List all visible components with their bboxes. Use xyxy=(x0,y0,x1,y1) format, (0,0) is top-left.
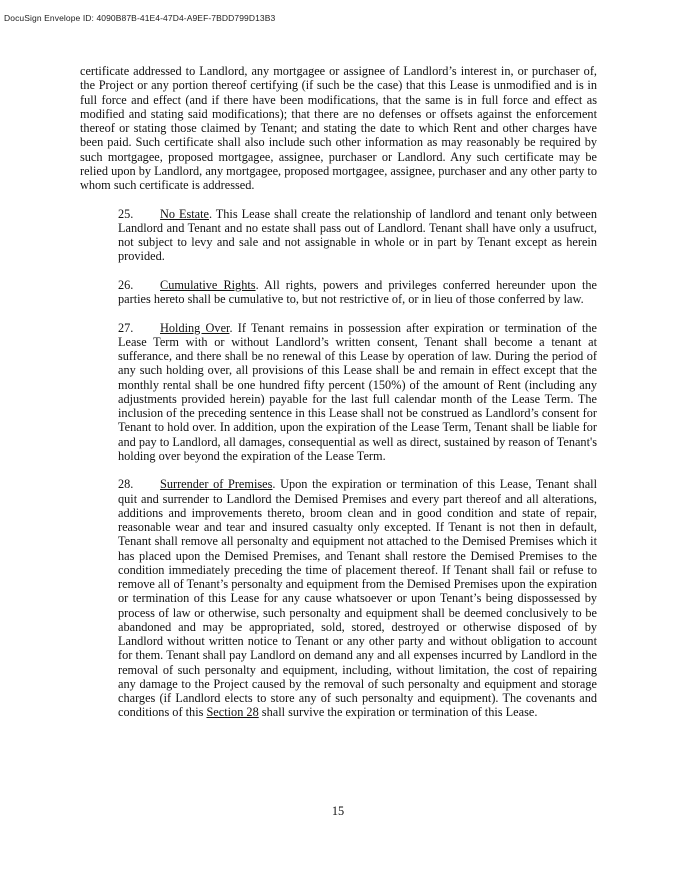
section-number: 28. xyxy=(118,477,134,492)
section-reference: Section 28 xyxy=(206,705,259,720)
section-25 xyxy=(80,207,597,264)
section-number: 27. xyxy=(118,320,134,335)
section-text: . This Lease shall create the relationship of landlord and tenant only between Landlord and Tenant and no estate shall pass out of Landlord. Tenant shall have only a usufruct, not subject to levy and sale and not assignable in whole or in part by Tenant except as herein provided. xyxy=(118,206,597,264)
section-heading: No Estate xyxy=(160,206,209,221)
section-26 xyxy=(80,278,597,307)
docusign-envelope-id: DocuSign Envelope ID: 4090B87B-41E4-47D4-A9EF-7BDD799D13B3 xyxy=(4,13,276,23)
section-27 xyxy=(80,321,597,464)
section-text-tail: shall survive the expiration or termination of this Lease. xyxy=(258,705,538,720)
section-text: . Upon the expiration or termination of this Lease, Tenant shall quit and surrender to Landlord the Demised Premises and every part thereof and all alterations, additions and improvements thereto, broom clean and in good condition and state of repair, reasonable wear and tear and insured casualty only excepted. If Tenant is not then in default, Tenant shall remove all personalty and equipment not attached to the Demised Premises which it has placed upon the Demised Premises, and Tenant shall restore the Demised Premises to the condition immediately preceding the time of placement thereof. If Tenant shall fail or refuse to remove all of Tenant’s personalty and equipment from the Demised Premises upon the expiration or termination of this Lease for any cause whatsoever or upon Tenant’s being dispossessed by process of law or otherwise, such personalty and equipment shall be deemed conclusively to be abandoned and may be appropriated, sold, stored, destroyed or otherwise disposed of by Landlord without written notice to Tenant or any other party and without obligation to account for them. Tenant shall pay Landlord on demand any and all expenses incurred by Landlord in the removal of such personalty and equipment, including, without limitation, the cost of repairing any damage to the Project caused by the removal of such personalty and equipment and storage charges (if Landlord elects to store any of such personalty and equipment). The covenants and conditions of this xyxy=(118,477,597,720)
section-number: 26. xyxy=(118,277,134,292)
section-heading: Cumulative Rights xyxy=(160,277,256,292)
intro-paragraph: certificate addressed to Landlord, any mortgagee or assignee of Landlord’s interest in, or purchaser of, the Project or any portion thereof certifying (if such be the case) that this Lease is unmodified and is in full force and effect (and if there have been modifications, that the same is in full force and effect as modified and stating said modifications); that there are no defenses or offsets against the enforcement thereof or stating those claimed by Tenant; and stating the date to which Rent and other charges have been paid. Such certificate shall also include such other information as may reasonably be required by such mortgagee, proposed mortgagee, assignee, purchaser or Landlord. Any such certificate may be relied upon by Landlord, any mortgagee, proposed mortgagee, assignee, purchaser and any other party to whom such certificate is addressed. xyxy=(80,64,597,192)
section-text: . All rights, powers and privileges conferred hereunder upon the parties hereto shall be cumulative to, but not restrictive of, or in lieu of those conferred by law. xyxy=(118,277,597,306)
page-number: 15 xyxy=(331,804,345,818)
section-28 xyxy=(80,477,597,719)
section-text: . If Tenant remains in possession after expiration or termination of the Lease Term with or without Landlord’s written consent, Tenant shall become a tenant at sufferance, and there shall be no renewal of this Lease by operation of law. During the period of any such holding over, all provisions of this Lease shall be and remain in effect except that the monthly rental shall be one hundred fifty percent (150%) of the amount of Rent (including any adjustments provided herein) payable for the last full calendar month of the Lease Term. The inclusion of the preceding sentence in this Lease shall not be construed as Landlord’s consent for Tenant to hold over. In addition, upon the expiration of the Lease Term, Tenant shall be liable for and pay to Landlord, all damages, consequential as well as direct, sustained by reason of Tenant's holding over beyond the expiration of the Lease Term. xyxy=(118,320,597,463)
section-number: 25. xyxy=(118,206,134,221)
document-body xyxy=(80,64,597,734)
section-heading: Holding Over xyxy=(160,320,230,335)
section-heading: Surrender of Premises xyxy=(160,477,273,492)
